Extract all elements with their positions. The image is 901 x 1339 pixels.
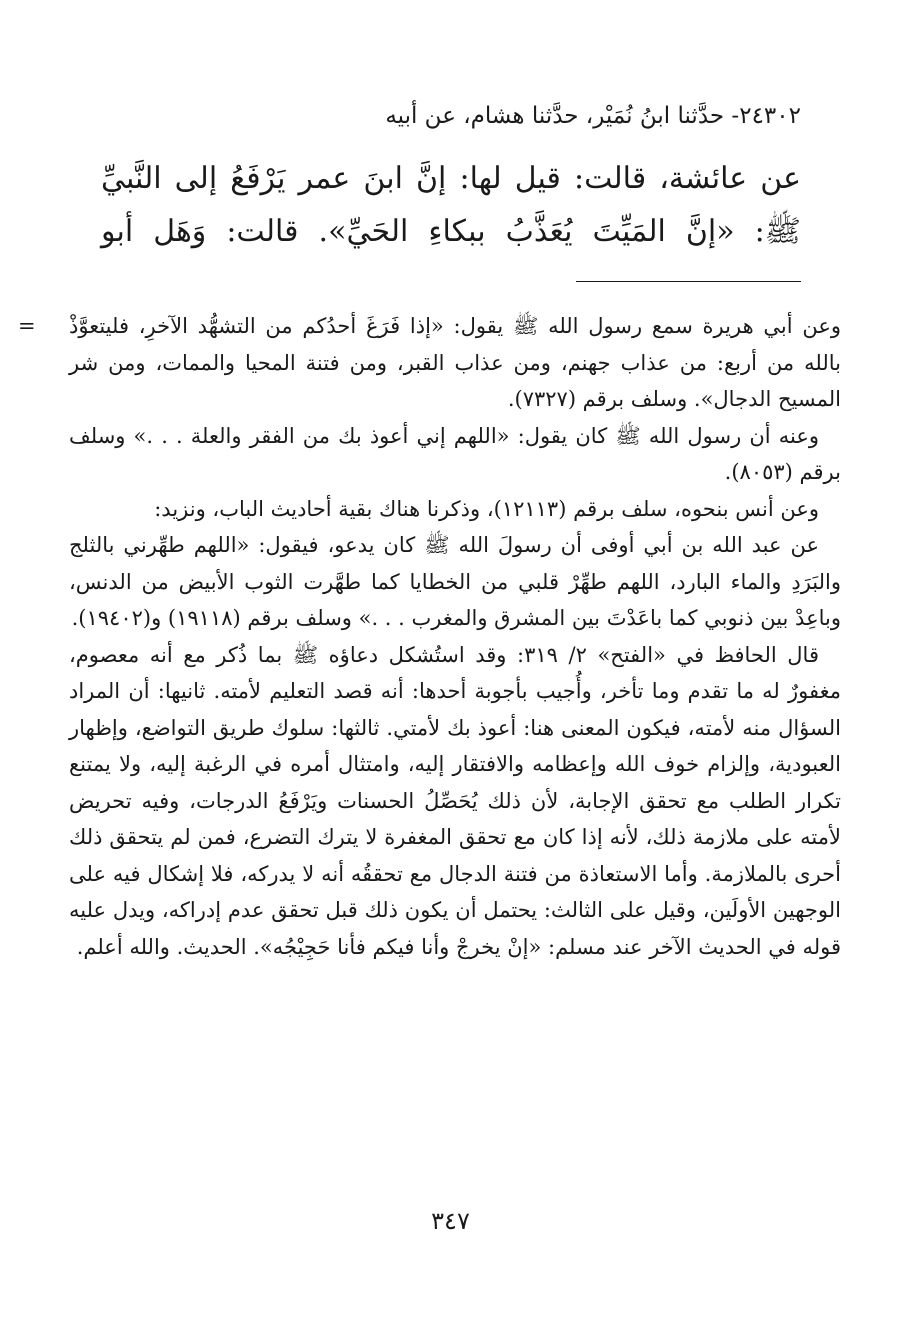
footnote-divider <box>576 281 801 282</box>
footnote-paragraph: وعنه أن رسول الله ﷺ كان يقول: «اللهم إني أعوذ بك من الفقر والعلة . . .» وسلف برقم (٨٠٥٣). <box>69 423 841 484</box>
footnote-paragraph: عن عبد الله بن أبي أوفى أن رسولَ الله ﷺ كان يدعو، فيقول: «اللهم طهِّرني بالثلج والبَرَدِ والماء البارد، اللهم طهِّرْ قلبي من الخطايا كما طهَّرت الثوب الأبيض من الدنس، وباعِدْ بين ذنوبي كما باعَدْتَ بين المشرق والمغرب . . .» وسلف برقم (١٩١١٨) و(١٩٤٠٢). <box>69 533 841 630</box>
hadith-main-text: عن عائشة، قالت: قيل لها: إنَّ ابنَ عمر يَرْفَعُ إلى النَّبيِّ ﷺ: «إنَّ المَيِّتَ يُعَذَّبُ ببكاءِ الحَيِّ». قالت: وَهَل أبو <box>101 161 801 249</box>
footnote-paragraph: وعن أنس بنحوه، سلف برقم (١٢١١٣)، وذكرنا هناك بقية أحاديث الباب، ونزيد: <box>154 496 819 521</box>
footnote-continuation-mark: = <box>18 314 36 338</box>
footnotes-section <box>69 308 841 965</box>
page-number: ٣٤٧ <box>431 1207 470 1235</box>
footnote-paragraph: قال الحافظ في «الفتح» ٢/ ٣١٩: وقد استُشكل دعاؤه ﷺ بما ذُكر مع أنه معصوم، مغفورٌ له ما تقدم وما تأخر، وأُجيب بأجوبة أحدها: أنه قصد التعليم لأمته. ثانيها: أن المراد السؤال منه لأمته، فيكون المعنى هنا: أعوذ بك لأمتي. ثالثها: سلوك طريق التواضع، وإظهار العبودية، وإلزام خوف الله وإعظامه والافتقار إليه، وامتثال أمره في الرغبة إليه، ولا يمتنع تكرار الطلب مع تحقق الإجابة، لأن ذلك يُحَصِّلُ الحسنات ويَرْفَعُ الدرجات، وفيه تحريض لأمته على ملازمة ذلك، لأنه إذا كان مع تحقق المغفرة لا يترك التضرع، فمن لم يتحقق ذلك أحرى بالملازمة. وأما الاستعاذة من فتنة الدجال مع تحققُه أنه لا يدركه، فلا إشكال فيه على الوجهين الأولَين، وقيل على الثالث: يحتمل أن يكون ذلك قبل تحقق عدم إدراكه، ويدل عليه قوله في الحديث الآخر عند مسلم: «إنْ يخرجْ وأنا فيكم فأنا حَجِيْجُه». الحديث. والله أعلم. <box>69 642 841 959</box>
hadith-chain-heading: ٢٤٣٠٢- حدَّثنا ابنُ نُمَيْر، حدَّثنا هشام، عن أبيه <box>385 103 801 129</box>
footnote-paragraph: وعن أبي هريرة سمع رسول الله ﷺ يقول: «إذا فَرَغَ أحدُكم من التشهُّد الآخرِ، فليتعوَّذْ بالله من أربع: من عذاب جهنم، ومن عذاب القبر، ومن فتنة المحيا والممات، ومن شر المسيح الدجال». وسلف برقم (٧٣٢٧). <box>69 314 841 411</box>
